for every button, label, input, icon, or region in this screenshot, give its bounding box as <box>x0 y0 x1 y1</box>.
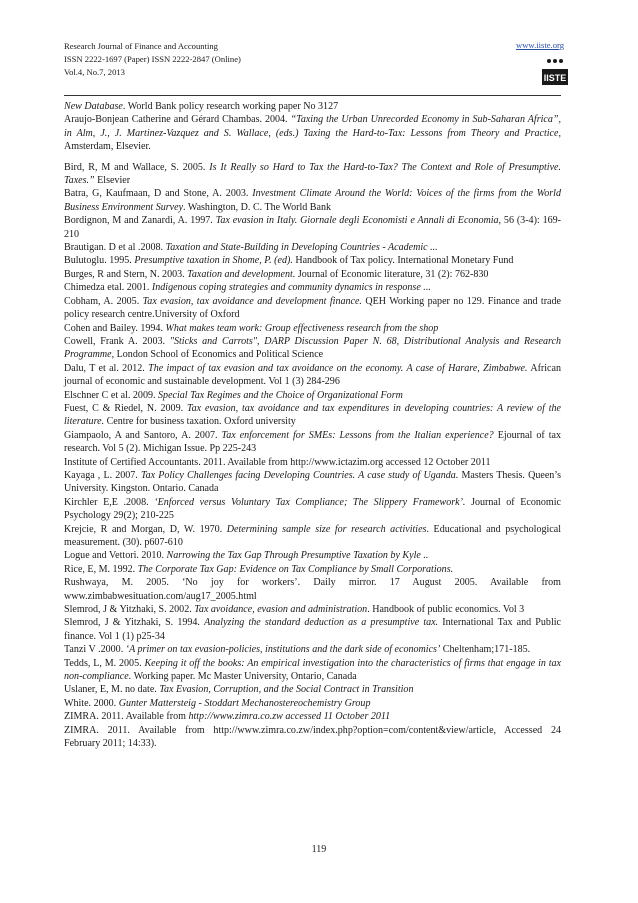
reference-entry <box>64 268 561 281</box>
reference-title: “Taxing the Urban Unrecorded Economy in Sub-Saharan Africa”, in Alm, J., J. Martinez-Vazquez and S. Wallace, (eds.) Taxing the Hard-to-Tax: Lessons from Theory and Practice <box>64 114 561 139</box>
reference-title: Is It Really so Hard to Tax the Hard-to-Tax? The Context and Role of Presumptive. Taxes.” <box>64 161 562 187</box>
reference-title: What makes team work: Group effectiveness research from the shop <box>165 322 439 334</box>
issn-line: ISSN 2222-1697 (Paper) ISSN 2222-2847 (Online) <box>64 54 241 64</box>
reference-entry <box>64 389 561 402</box>
reference-text: Journal of Economic literature, 31 (2): 762-830 <box>295 268 489 280</box>
reference-title: Tax enforcement for SMEs: Lessons from the Italian experience? <box>221 429 494 441</box>
reference-title: Tax avoidance, evasion and administration <box>194 604 368 616</box>
reference-text: Logue and Vettori. 2010. <box>64 550 167 562</box>
reference-text: Giampaolo, A and Santoro, A. 2007. <box>64 429 222 441</box>
reference-title: Narrowing the Tax Gap Through Presumptive Taxation by Kyle .. <box>166 550 429 562</box>
reference-title: Taxation and State-Building in Developing Countries - Academic ... <box>165 242 438 254</box>
reference-entry <box>64 214 561 241</box>
reference-entry <box>64 429 561 456</box>
reference-title: Investment Climate Around the World: Voices of the firms from the World Business Environment Survey <box>64 188 561 213</box>
reference-title: Keeping it off the books: An empirical investigation into the characteristics of firms that engage in tax non-compliance. <box>64 657 562 683</box>
reference-text: Cheltenham;171-185. <box>440 644 531 656</box>
reference-text: Rushwaya, M. 2005. ‘No joy for workers’. Daily mirror. 17 August 2005. Available from www.zimbabwesituation.com/aug17_2005.html <box>64 577 561 602</box>
reference-text: , London School of Economics and Political Science <box>111 349 324 361</box>
reference-text: Tedds, L, M. 2005. <box>64 657 145 669</box>
reference-entry <box>64 113 561 153</box>
reference-title: http://www.zimra.co.zw accessed 11 October 2011 <box>188 711 391 723</box>
reference-entry <box>64 469 561 496</box>
reference-text: ZIMRA. 2011. Available from <box>64 711 189 723</box>
reference-title: ‘A primer on tax evasion-policies, institutions and the dark side of economics’ <box>125 644 441 656</box>
reference-text: . World Bank policy research working paper No 3127 <box>122 101 339 112</box>
reference-text: Rice, E, M. 1992. <box>64 563 138 575</box>
reference-text: Slemrod, J & Yitzhaki, S. 1994. <box>64 617 205 629</box>
reference-text: Centre for business taxation. Oxford university <box>104 416 296 428</box>
reference-title: "Sticks and Carrots", DARP Discussion Paper N. 68, Distributional Analysis and Research Programme <box>64 335 561 361</box>
reference-text: Elsevier <box>94 175 131 187</box>
journal-title: Research Journal of Finance and Accounting <box>64 41 218 51</box>
reference-text: Fuest, C & Riedel, N. 2009. <box>64 402 187 414</box>
reference-text: Working paper. Mc Master University, Ontario, Canada <box>131 671 357 683</box>
reference-text: Burges, R and Stern, N. 2003. <box>64 268 188 280</box>
reference-entry <box>64 161 561 188</box>
reference-entry <box>64 241 561 254</box>
reference-entry <box>64 683 561 696</box>
journal-url-link[interactable]: www.iiste.org <box>516 40 564 50</box>
reference-title: The impact of tax evasion and tax avoidance on the economy. A case of Harare, Zimbabwe. <box>148 362 528 374</box>
logo-text: IISTE <box>543 73 567 83</box>
page-number: 119 <box>311 844 327 855</box>
reference-title: Tax Policy Challenges facing Developing Countries. A case study of Uganda. <box>140 469 459 481</box>
reference-entry <box>64 335 561 362</box>
reference-title: Presumptive taxation in Shome, P. (ed). <box>134 255 293 267</box>
reference-entry <box>64 456 561 469</box>
reference-text: Masters Thesis. Queen’s University. Kingston. Ontario. Canada <box>64 469 561 495</box>
reference-title: Indigenous coping strategies and community dynamics in response ... <box>151 282 431 294</box>
reference-entry <box>64 254 561 267</box>
reference-text: Bordignon, M and Zanardi, A. 1997. <box>64 215 216 227</box>
reference-text: Cohen and Bailey. 1994. <box>64 322 166 334</box>
reference-text: Elschner C et al. 2009. <box>64 389 159 401</box>
reference-text: Araujo-Bonjean Catherine and Gérard Chambas. 2004. <box>64 114 291 126</box>
reference-title: Gunter Mattersteig - Stoddart Mechanostereochemistry Group <box>118 697 371 709</box>
reference-text: Cowell, Frank A. 2003. <box>64 335 170 347</box>
reference-list <box>64 100 561 751</box>
reference-entry <box>64 549 561 562</box>
reference-text: QEH Working paper no 129. Finance and trade policy research centre.University of Oxford <box>64 295 561 321</box>
header-rule <box>64 95 561 96</box>
reference-entry <box>64 281 561 294</box>
reference-text: Ejournal of tax research. Vol 5 (2). Michigan Issue. Pp 225-243 <box>64 429 561 455</box>
reference-entry <box>64 322 561 335</box>
reference-title: Special Tax Regimes and the Choice of Organizational Form <box>158 389 403 401</box>
reference-text: Brautigan. D et al .2008. <box>64 242 166 254</box>
reference-title: Tax Evasion, Corruption, and the Social Contract in Transition <box>159 684 414 696</box>
reference-text: Kayaga , L. 2007. <box>64 469 141 481</box>
reference-entry <box>64 100 561 113</box>
reference-text: Uslaner, E, M. no date. <box>64 684 160 696</box>
reference-text: Bird, R, M and Wallace, S. 2005. <box>64 161 210 173</box>
reference-text: , 56 (3-4): 169-210 <box>64 215 561 240</box>
reference-text: Chimedza etal. 2001. <box>64 282 152 294</box>
reference-title: The Corporate Tax Gap: Evidence on Tax Compliance by Small Corporations. <box>137 563 454 575</box>
reference-title: ‘Enforced versus Voluntary Tax Compliance; The Slippery Framework’. <box>154 496 466 508</box>
reference-text: Bulutoglu. 1995. <box>64 255 135 267</box>
reference-entry <box>64 295 561 322</box>
reference-title: Tax evasion, tax avoidance and tax expenditures in developing countries: A review of the literature. <box>64 402 561 428</box>
reference-text: Kirchler E,E .2008. <box>64 496 155 508</box>
reference-entry <box>64 616 561 643</box>
reference-text: Institute of Certified Accountants. 2011. Available from http://www.ictazim.org accessed 12 October 2011 <box>64 456 491 468</box>
reference-text: . Educational and psychological measurement. (30). p607-610 <box>64 523 562 548</box>
reference-text: . Handbook of public economics. Vol 3 <box>367 604 525 616</box>
reference-entry <box>64 603 561 616</box>
reference-title: Tax evasion in Italy. Giornale degli Economisti e Annali di Economia <box>215 215 499 227</box>
reference-entry <box>64 724 561 751</box>
reference-title: Tax evasion, tax avoidance and development finance. <box>142 295 362 307</box>
reference-entry <box>64 643 561 656</box>
reference-entry <box>64 710 561 723</box>
reference-text: Dalu, T et al. 2012. <box>64 362 149 374</box>
reference-title: Taxation and development. <box>187 268 296 280</box>
reference-title: New Database <box>64 101 123 112</box>
reference-text: White. 2000. <box>64 697 119 709</box>
reference-entry <box>64 523 561 550</box>
reference-text: African journal of economic and sustainable development. Vol 1 (3) 284-296 <box>64 362 561 388</box>
reference-entry <box>64 657 561 684</box>
reference-text: Slemrod, J & Yitzhaki, S. 2002. <box>64 604 195 616</box>
reference-entry <box>64 402 561 429</box>
reference-text: , Amsterdam, Elsevier. <box>64 127 561 153</box>
reference-text: Handbook of Tax policy. International Monetary Fund <box>292 255 514 267</box>
reference-text: Krejcie, R and Morgan, D, W. 1970. <box>64 523 227 535</box>
reference-text: International Tax and Public finance. Vol 1 (1) p25-34 <box>64 617 561 642</box>
reference-entry <box>64 362 561 389</box>
reference-entry <box>64 496 561 523</box>
reference-text: . Washington, D. C. The World Bank <box>183 201 332 213</box>
reference-entry <box>64 187 561 214</box>
reference-entry <box>64 697 561 710</box>
reference-text: Batra, G, Kaufmaan, D and Stone, A. 2003. <box>64 188 253 200</box>
reference-text: ZIMRA. 2011. Available from http://www.zimra.co.zw/index.php?option=com/content&view/article, Accessed 24 February 2011; 14:33). <box>64 724 561 750</box>
reference-title: Determining sample size for research activities <box>226 523 427 535</box>
reference-title: Analyzing the standard deduction as a presumptive tax. <box>204 617 439 629</box>
reference-text: Journal of Economic Psychology 29(2); 210-225 <box>64 496 561 522</box>
volume-line: Vol.4, No.7, 2013 <box>64 67 125 77</box>
iiste-logo-icon <box>542 55 568 85</box>
reference-text: Tanzi V .2000. <box>64 644 126 656</box>
reference-entry <box>64 576 561 603</box>
reference-entry <box>64 563 561 576</box>
page-header <box>64 40 576 92</box>
reference-text: Cobham, A. 2005. <box>64 295 143 307</box>
